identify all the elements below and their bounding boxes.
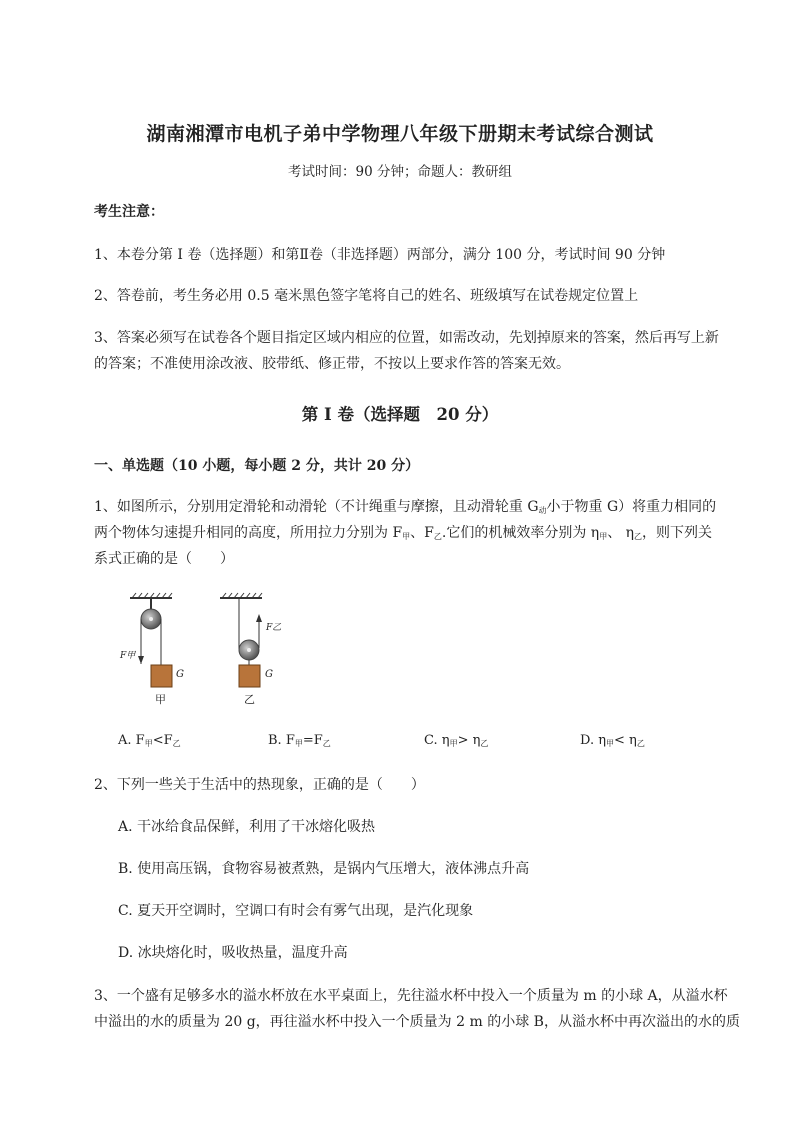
q1-option-b[interactable]: B. $F_甲=F_乙$ (268, 733, 331, 748)
notice-item-3: 3、答案必须写在试卷各个题目指定区域内相应的位置，如需改动，先划掉原来的答案，然后再写上新 (94, 330, 719, 346)
label-f-jia: F甲 (120, 651, 136, 661)
movable-pulley (220, 593, 262, 687)
pulley-figure (110, 592, 310, 712)
caption-yi: 乙 (244, 693, 255, 706)
q1-option-c[interactable]: C. $\eta_甲> \eta_乙$ (424, 733, 489, 748)
q2-stem: 2、下列一些关于生活中的热现象，正确的是（ ） (94, 777, 425, 793)
label-f-yi: F乙 (266, 623, 282, 633)
q3-stem-line1: 3、一个盛有足够多水的溢水杯放在水平桌面上，先往溢水杯中投入一个质量为 m 的小球 A，从溢水杯 (94, 988, 728, 1004)
notice-item-2: 2、答卷前，考生务必用 0.5 毫米黑色签字笔将自己的姓名、班级填写在试卷规定位置上 (94, 288, 639, 304)
label-g-yi: G (265, 669, 273, 680)
q1-option-d[interactable]: D. $\eta_甲< \eta_乙$ (580, 733, 645, 748)
fixed-pulley (130, 593, 172, 687)
part-heading: 一、单选题（10 小题，每小题 2 分，共计 20 分） (94, 458, 420, 474)
notice-heading: 考生注意： (94, 204, 164, 220)
section-title: 第 I 卷（选择题 20 分） (301, 405, 499, 424)
exam-subtitle: 考试时间：90 分钟；命题人：教研组 (288, 164, 512, 180)
q1-option-a[interactable]: A. $F_甲<F_乙$ (118, 733, 181, 748)
q1-stem-line2: 两个物体匀速提升相同的高度，所用拉力分别为 $F_甲$、$F_乙$.它们的机械效率分别为 $\eta_甲$、 $\eta_乙$，则下列关 (94, 525, 713, 541)
notice-item-1: 1、本卷分第 I 卷（选择题）和第Ⅱ卷（非选择题）两部分，满分 100 分，考试时间 90 分钟 (94, 247, 666, 263)
q2-option-c[interactable]: C. 夏天开空调时，空调口有时会有雾气出现，是汽化现象 (118, 903, 474, 919)
page-title: 湖南湘潭市电机子弟中学物理八年级下册期末考试综合测试 (146, 123, 654, 145)
q1-stem-line1: 1、如图所示，分别用定滑轮和动滑轮（不计绳重与摩擦，且动滑轮重 $G_动$小于物重 G）将重力相同的 (94, 499, 717, 515)
q2-option-d[interactable]: D. 冰块熔化时，吸收热量，温度升高 (118, 945, 348, 961)
caption-jia: 甲 (155, 693, 166, 706)
notice-item-3-cont: 的答案；不准使用涂改液、胶带纸、修正带，不按以上要求作答的答案无效。 (94, 356, 570, 372)
q1-stem-line3: 系式正确的是（ ） (94, 551, 234, 567)
q2-option-b[interactable]: B. 使用高压锅，食物容易被煮熟，是锅内气压增大，液体沸点升高 (118, 861, 530, 877)
label-g-jia: G (176, 669, 184, 680)
q3-stem-line2: 中溢出的水的质量为 20 g，再往溢水杯中投入一个质量为 2 m 的小球 B，从溢水杯中再次溢出的水的质 (94, 1014, 740, 1030)
q2-option-a[interactable]: A. 干冰给食品保鲜，利用了干冰熔化吸热 (118, 819, 376, 835)
